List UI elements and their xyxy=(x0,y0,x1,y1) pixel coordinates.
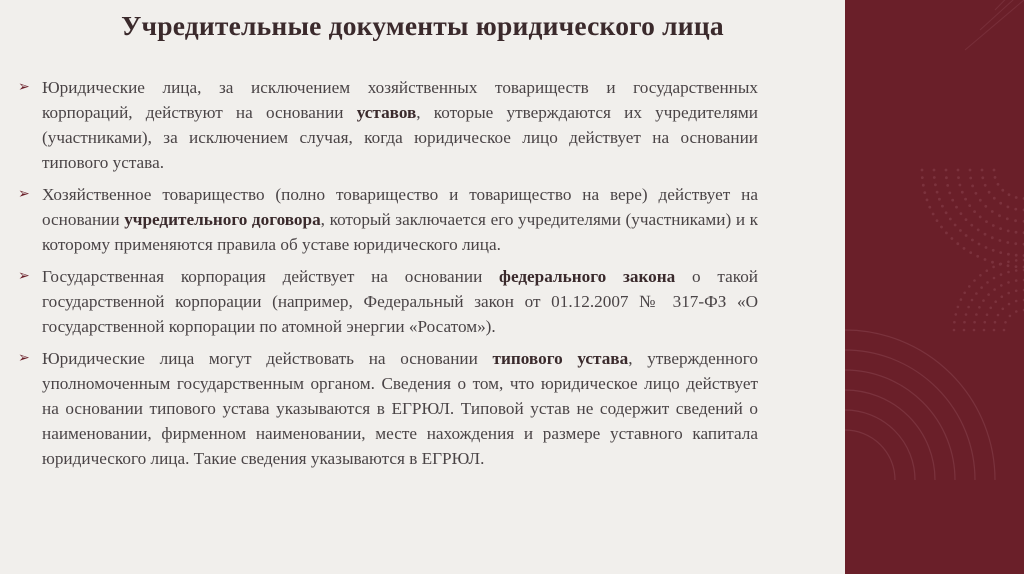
bullet-text: , утвержденного уполномоченным государственным органом. Сведения о том, что юридическое лицо действует на основании типового устава указываются в ЕГРЮЛ. Типовой устав не содержит сведений о наименовании, фирменном наименовании, месте нахождения и размере уставного капитала юридического лица. Такие сведения указываются в ЕГРЮЛ. xyxy=(42,349,758,468)
decorative-dot xyxy=(936,191,939,194)
decorative-dot xyxy=(1014,242,1017,245)
bullet-list xyxy=(18,75,758,478)
decorative-dot xyxy=(977,229,980,232)
bullet-text: о такой государственной корпорации (например, Федеральный закон от 01.12.2007 № 317-ФЗ «О государственной корпорации по атомной энергии «Росатом»). xyxy=(42,267,758,336)
decorative-dot xyxy=(963,292,966,295)
decorative-dot xyxy=(934,183,937,186)
decorative-dot xyxy=(993,277,996,280)
decorative-dot xyxy=(994,176,997,179)
bullet-text: Хозяйственное товарищество (полно товарищество и товарищество на вере) действует на основании xyxy=(42,185,758,229)
decorative-dot xyxy=(932,213,935,216)
decorative-dot xyxy=(993,329,996,332)
decorative-dot xyxy=(968,204,971,207)
decorative-dot xyxy=(938,198,941,201)
decorative-dot xyxy=(975,192,978,195)
bullet-bold-term: учредительного договора xyxy=(124,210,321,229)
decorative-dot xyxy=(961,191,964,194)
decorative-dot xyxy=(1015,196,1018,199)
decorative-dot xyxy=(993,169,996,172)
decorative-side-panel xyxy=(845,0,1024,574)
decorative-dot xyxy=(959,229,962,232)
decorative-dot xyxy=(1015,269,1018,272)
decorative-dot xyxy=(963,321,966,324)
decorative-dot xyxy=(997,183,1000,186)
decorative-dot xyxy=(1014,208,1017,211)
decorative-dot xyxy=(1008,193,1011,196)
decorative-dot xyxy=(922,184,925,187)
decorative-dot xyxy=(981,176,984,179)
decorative-dot xyxy=(945,211,948,214)
decorative-dot xyxy=(976,255,979,258)
decorative-dot xyxy=(980,286,983,289)
decorative-dot xyxy=(991,261,994,264)
decorative-dot xyxy=(1001,189,1004,192)
decorative-dot xyxy=(1015,254,1018,257)
decorative-dot xyxy=(1007,292,1010,295)
slide-title: Учредительные документы юридического лица xyxy=(121,10,724,41)
decorative-dot xyxy=(999,251,1002,254)
decorative-dot xyxy=(963,329,966,332)
decorative-dot xyxy=(992,249,995,252)
bullet-item xyxy=(18,182,758,257)
bullet-item xyxy=(18,346,758,471)
decorative-dot xyxy=(986,269,989,272)
bullet-item xyxy=(18,264,758,339)
decorative-dot xyxy=(933,176,936,179)
decorative-dot xyxy=(926,199,929,202)
decorative-dot xyxy=(984,205,987,208)
decorative-dot xyxy=(994,300,997,303)
decorative-dot xyxy=(969,177,972,180)
decorative-dot xyxy=(971,185,974,188)
decorative-dot xyxy=(955,313,958,316)
decorative-dot xyxy=(1007,281,1010,284)
decorative-dot xyxy=(979,274,982,277)
decorative-dot xyxy=(975,313,978,316)
decorative-dot xyxy=(992,224,995,227)
decorative-dot xyxy=(967,306,970,309)
decorative-dot xyxy=(953,321,956,324)
decorative-dot xyxy=(1000,273,1003,276)
decorative-dot xyxy=(979,199,982,202)
decorative-dot xyxy=(948,192,951,195)
decorative-dot xyxy=(957,169,960,172)
decorative-dot xyxy=(1006,217,1009,220)
bullet-bold-term: типового устава xyxy=(492,349,629,368)
concentric-arcs xyxy=(845,330,995,480)
decorative-dot xyxy=(1015,279,1018,282)
decorative-dot xyxy=(982,299,985,302)
decorative-dot xyxy=(1015,300,1018,303)
decorative-dot xyxy=(1015,310,1018,313)
decorative-dot xyxy=(1015,231,1018,234)
arrow-bullet-icon xyxy=(18,75,30,100)
decorative-dot xyxy=(971,239,974,242)
decorative-dot xyxy=(999,227,1002,230)
decorative-dot xyxy=(949,218,952,221)
decorative-dot xyxy=(978,243,981,246)
decorative-dot xyxy=(965,234,968,237)
decorative-dot xyxy=(994,321,997,324)
decorative-dot xyxy=(997,314,1000,317)
decorative-dot xyxy=(989,307,992,310)
arrow-bullet-icon xyxy=(18,182,30,207)
decorative-dot xyxy=(1009,315,1012,318)
decorative-dot xyxy=(971,299,974,302)
decorative-dot xyxy=(969,251,972,254)
decorative-dot xyxy=(979,216,982,219)
decorative-dot xyxy=(945,176,948,179)
decorative-dot xyxy=(960,298,963,301)
decorative-dot xyxy=(965,313,968,316)
decorative-dot xyxy=(1015,259,1018,262)
decorative-dot xyxy=(923,191,926,194)
decorative-dot xyxy=(986,313,989,316)
arrow-bullet-icon xyxy=(18,346,30,371)
decorative-dot xyxy=(1007,230,1010,233)
decorative-dot xyxy=(978,306,981,309)
decorative-dot xyxy=(986,281,989,284)
decorative-dot xyxy=(1004,321,1007,324)
decorative-lines xyxy=(965,0,1024,50)
decorative-dot xyxy=(985,246,988,249)
bullet-text: Государственная корпорация действует на основании xyxy=(42,267,500,286)
decorative-dot xyxy=(954,224,957,227)
bullet-text: , который заключается его учредителями (участниками) и к которому применяются правила об уставе юридического лица. xyxy=(42,210,758,254)
decorative-dot xyxy=(941,205,944,208)
decorative-dot xyxy=(973,210,976,213)
decorative-dot xyxy=(956,242,959,245)
decorative-dot xyxy=(969,169,972,172)
decorative-dot xyxy=(984,258,987,261)
decorative-dot xyxy=(964,198,967,201)
decorative-dot xyxy=(984,321,987,324)
decorative-dot xyxy=(936,219,939,222)
decorative-dot xyxy=(1000,284,1003,287)
decorative-dot xyxy=(933,169,936,172)
bullet-text: , которые утверждаются их учредителями (участниками), за исключением случая, когда юридическое лицо действует на основании типового устава. xyxy=(42,103,758,172)
decorative-dot xyxy=(998,214,1001,217)
bullet-bold-term: федерального закона xyxy=(499,267,676,286)
decorative-dot xyxy=(957,306,960,309)
decorative-dot xyxy=(921,169,924,172)
bullet-text: Юридические лица, за исключением хозяйственных товариществ и государственных корпораций, действуют на основании xyxy=(42,78,758,122)
decorative-dot xyxy=(1007,264,1010,267)
decorative-dot xyxy=(984,233,987,236)
decorative-dot xyxy=(991,210,994,213)
decorative-dot xyxy=(999,202,1002,205)
decorative-dot xyxy=(973,279,976,282)
decorative-dot xyxy=(957,176,960,179)
decorative-dot xyxy=(1015,265,1018,268)
decorative-dot xyxy=(951,237,954,240)
decorative-dot xyxy=(992,266,995,269)
decorative-dot xyxy=(981,169,984,172)
bullet-bold-term: уставов xyxy=(356,103,417,122)
decorative-dot xyxy=(1007,253,1010,256)
decorative-dot xyxy=(1001,295,1004,298)
decorative-dot xyxy=(973,321,976,324)
decorative-dot xyxy=(955,206,958,209)
decorative-dot xyxy=(973,329,976,332)
decorative-dot xyxy=(993,288,996,291)
decorative-dot xyxy=(999,239,1002,242)
decorative-dot xyxy=(988,191,991,194)
decorative-dot xyxy=(928,206,931,209)
decorative-dot xyxy=(970,224,973,227)
decorative-dot xyxy=(1003,329,1006,332)
decorative-dot xyxy=(963,247,966,250)
decorative-dot xyxy=(945,232,948,235)
decorative-dot xyxy=(953,329,956,332)
decorative-dot xyxy=(965,218,968,221)
decorative-dot xyxy=(993,197,996,200)
decorative-pattern xyxy=(845,0,1024,574)
decorative-dot xyxy=(940,226,943,229)
decorative-dot xyxy=(1007,261,1010,264)
decorative-dot xyxy=(975,292,978,295)
decorative-dot xyxy=(1000,263,1003,266)
decorative-dot xyxy=(968,285,971,288)
bullet-text: Юридические лица могут действовать на основании xyxy=(42,349,493,368)
decorative-dot xyxy=(1002,308,1005,311)
decorative-dot xyxy=(991,236,994,239)
decorative-dot xyxy=(1007,271,1010,274)
decorative-dot xyxy=(960,212,963,215)
decorative-dot xyxy=(921,176,924,179)
decorative-dot xyxy=(951,199,954,202)
decorative-dot xyxy=(987,293,990,296)
decorative-dot xyxy=(1007,206,1010,209)
decorative-dot xyxy=(984,184,987,187)
decorative-dot xyxy=(985,220,988,223)
decorative-dot xyxy=(1014,219,1017,222)
arrow-bullet-icon xyxy=(18,264,30,289)
decorative-dot xyxy=(946,184,949,187)
dotted-arc-pattern xyxy=(921,169,1024,332)
decorative-dot xyxy=(1006,241,1009,244)
decorative-dot xyxy=(959,184,962,187)
decorative-dot xyxy=(1015,290,1018,293)
decorative-dot xyxy=(1008,303,1011,306)
decorative-dot xyxy=(983,329,986,332)
decorative-dot xyxy=(945,169,948,172)
bullet-item xyxy=(18,75,758,175)
